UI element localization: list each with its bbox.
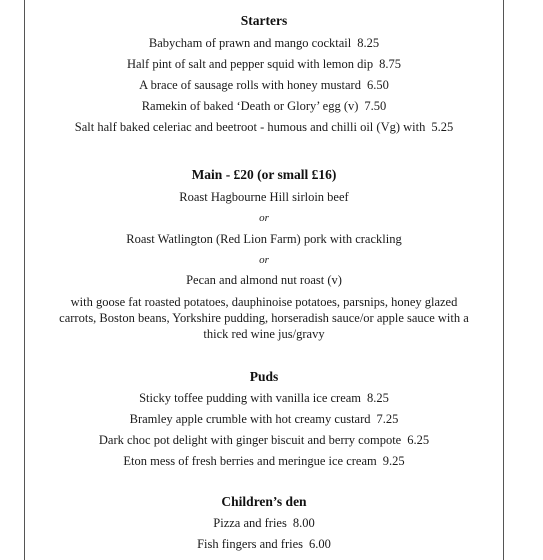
right-border-line xyxy=(503,0,504,560)
item-price: 8.00 xyxy=(292,516,315,530)
starters-heading: Starters xyxy=(240,13,288,28)
menu-item xyxy=(26,99,502,114)
main-option: Roast Hagbourne Hill sirloin beef xyxy=(179,190,349,204)
mains-heading: Main - £20 (or small £16) xyxy=(191,167,337,182)
menu-item xyxy=(26,433,502,448)
item-name: Sticky toffee pudding with vanilla ice cream xyxy=(139,391,362,405)
mains-sides-wrapper xyxy=(26,294,502,342)
item-price: 8.25 xyxy=(357,36,380,50)
children-heading: Children’s den xyxy=(221,494,307,509)
item-name: Pizza and fries xyxy=(213,516,287,530)
item-price: 7.25 xyxy=(376,412,399,426)
main-option: Pecan and almond nut roast (v) xyxy=(186,273,342,287)
item-name: Babycham of prawn and mango cocktail xyxy=(148,36,352,50)
item-price: 5.25 xyxy=(431,120,454,134)
puds-heading: Puds xyxy=(249,369,279,384)
item-price: 8.25 xyxy=(367,391,389,405)
item-name: Salt half baked celeriac and beetroot - humous and chilli oil (Vg) with xyxy=(74,120,426,134)
item-name: Fish fingers and fries xyxy=(197,537,303,551)
item-price: 6.25 xyxy=(407,433,430,447)
or-separator: or xyxy=(259,254,269,266)
menu-item xyxy=(26,57,502,72)
item-name: Eton mess of fresh berries and meringue ice cream xyxy=(123,454,377,468)
menu-item xyxy=(26,537,502,552)
menu-item xyxy=(26,78,502,93)
menu-item xyxy=(26,454,502,469)
left-border-line xyxy=(24,0,25,560)
menu-item xyxy=(26,412,502,427)
item-name: Dark choc pot delight with ginger biscuit and berry compote xyxy=(98,433,402,447)
item-price: 7.50 xyxy=(364,99,387,113)
item-price: 6.50 xyxy=(366,78,389,92)
menu-item xyxy=(26,391,502,406)
or-separator: or xyxy=(259,212,269,224)
menu-item xyxy=(26,36,502,51)
mains-sides: with goose fat roasted potatoes, dauphinoise potatoes, parsnips, honey glazed carrots, Boston beans, Yorkshire pudding, horseradish sauce/or apple sauce with a thick red wine jus/gravy xyxy=(59,295,469,341)
item-price: 8.75 xyxy=(379,57,401,71)
menu-item xyxy=(26,120,502,135)
menu-item xyxy=(26,516,502,531)
item-name: Bramley apple crumble with hot creamy custard xyxy=(129,412,371,426)
item-name: Half pint of salt and pepper squid with lemon dip xyxy=(126,57,374,71)
item-name: Ramekin of baked ‘Death or Glory’ egg (v) xyxy=(141,99,359,113)
item-name: A brace of sausage rolls with honey mustard xyxy=(139,78,361,92)
item-price: 6.00 xyxy=(309,537,331,551)
main-option: Roast Watlington (Red Lion Farm) pork with crackling xyxy=(126,232,402,246)
item-price: 9.25 xyxy=(382,454,405,468)
